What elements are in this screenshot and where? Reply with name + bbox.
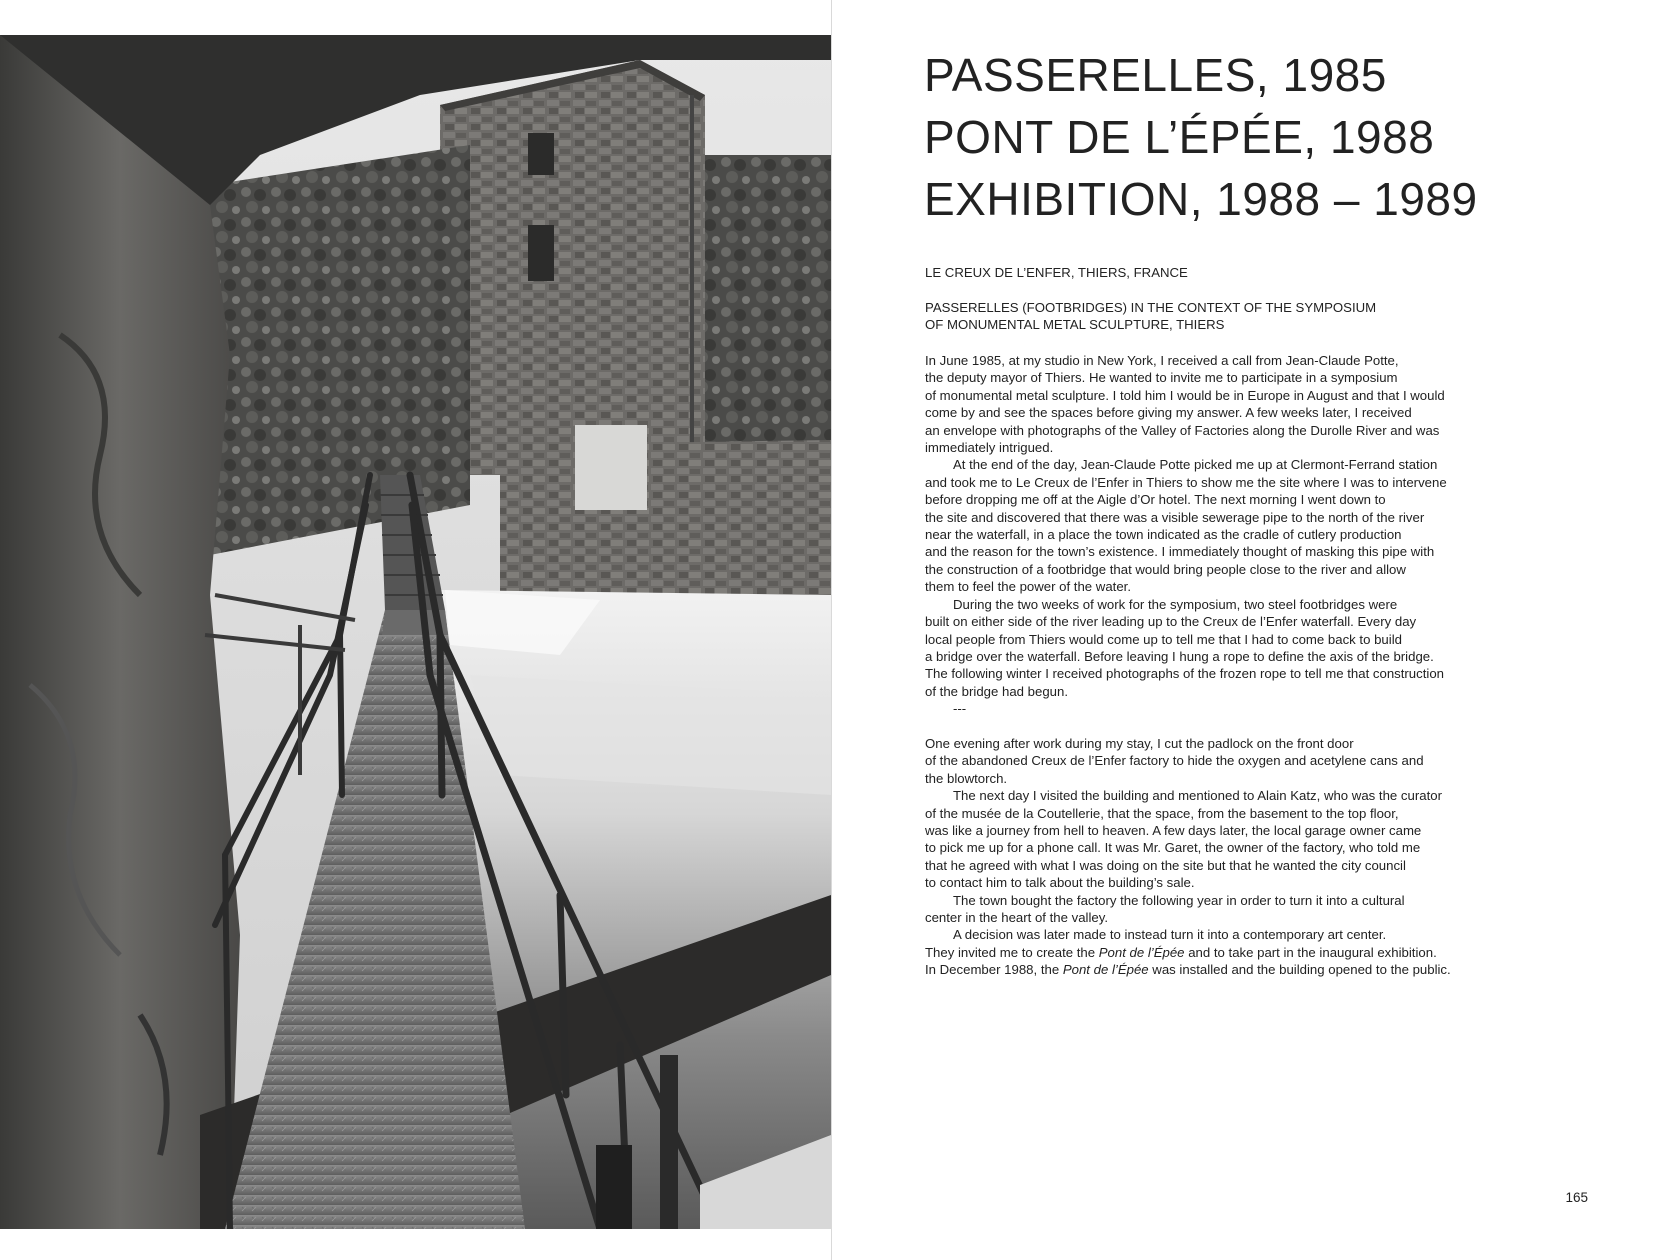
text-line: of the musée de la Coutellerie, that the space, from the basement to the top floor, [925,805,1399,821]
text-line: One evening after work during my stay, I cut the padlock on the front door [925,735,1354,751]
artwork-title: Pont de l’Épée [1098,944,1185,960]
text-line: During the two weeks of work for the symposium, two steel footbridges were [953,596,1398,612]
text-line: come by and see the spaces before giving my answer. A few weeks later, I received [925,405,1412,421]
text-line: built on either side of the river leading up to the Creux de l’Enfer waterfall. Every day [925,614,1417,630]
text-run: They invited me to create the [925,944,1099,960]
text-line: of monumental metal sculpture. I told him I would be in Europe in August and that I would [925,387,1445,403]
text-line: near the waterfall, in a place the town indicated as the cradle of cutlery production [925,527,1402,543]
paragraph-1 [925,352,1485,456]
subtitle-line: OF MONUMENTAL METAL SCULPTURE, THIERS [925,317,1225,333]
paragraph-6 [925,892,1485,927]
location-heading: LE CREUX DE L’ENFER, THIERS, FRANCE [925,265,1188,280]
text-line: an envelope with photographs of the Valley of Factories along the Durolle River and was [925,422,1440,438]
paragraph-5 [925,787,1485,891]
right-page [832,0,1654,1260]
text-run: In December 1988, the [925,962,1063,978]
paragraph-2 [925,456,1485,595]
text-line: of the abandoned Creux de l’Enfer factory to hide the oxygen and acetylene cans and [925,753,1424,769]
paragraph-7 [925,926,1485,978]
text-line: a bridge over the waterfall. Before leaving I hung a rope to define the axis of the bridge. [925,648,1434,664]
text-line [925,961,1485,978]
text-line: that he agreed with what I was doing on the site but that he wanted the city council [925,857,1406,873]
text-line [925,944,1485,961]
text-line: A decision was later made to instead turn it into a contemporary art center. [953,927,1387,943]
footbridge-photograph [0,35,831,1229]
paragraph-4 [925,735,1485,787]
text-line: the blowtorch. [925,770,1008,786]
text-line: center in the heart of the valley. [925,909,1109,925]
text-line: the site and discovered that there was a visible sewerage pipe to the north of the river [925,509,1425,525]
text-line: The town bought the factory the following year in order to turn it into a cultural [953,892,1405,908]
title-line: EXHIBITION, 1988 – 1989 [924,173,1478,225]
subtitle [925,299,1376,334]
subtitle-line: PASSERELLES (FOOTBRIDGES) IN THE CONTEXT OF THE SYMPOSIUM [925,300,1377,315]
artwork-title: Pont de l’Épée [1062,962,1149,978]
title-line: PONT DE L’ÉPÉE, 1988 [924,111,1435,163]
text-line: the deputy mayor of Thiers. He wanted to invite me to participate in a symposium [925,370,1398,386]
text-line: immediately intrigued. [925,440,1054,456]
text-line: to contact him to talk about the building’s sale. [925,875,1195,891]
text-line: the construction of a footbridge that would bring people close to the river and allow [925,561,1406,577]
page-title [924,44,1478,230]
title-line: PASSERELLES, 1985 [924,49,1387,101]
text-line: and the reason for the town’s existence. I immediately thought of masking this pipe with [925,544,1435,560]
text-line: and took me to Le Creux de l’Enfer in Thiers to show me the site where I was to intervene [925,474,1447,490]
text-run: was installed and the building opened to the public. [1148,962,1451,978]
body-text [925,352,1485,979]
text-line: The next day I visited the building and mentioned to Alain Katz, who was the curator [953,788,1442,804]
text-line: In June 1985, at my studio in New York, I received a call from Jean-Claude Potte, [925,353,1399,368]
text-line: The following winter I received photographs of the frozen rope to tell me that construction [925,666,1444,682]
page-number: 165 [1565,1190,1588,1205]
paragraph-3 [925,596,1485,700]
text-line: before dropping me off at the Aigle d’Or hotel. The next morning I went down to [925,492,1386,508]
text-line: was like a journey from hell to heaven. A few days later, the local garage owner came [925,822,1422,838]
text-line: local people from Thiers would come up to tell me that I had to come back to build [925,631,1402,647]
text-line: of the bridge had begun. [925,683,1068,699]
text-line: to pick me up for a phone call. It was Mr. Garet, the owner of the factory, who told me [925,840,1421,856]
text-line: them to feel the power of the water. [925,579,1131,595]
text-run: and to take part in the inaugural exhibition. [1184,944,1437,960]
section-separator: --- [953,701,967,717]
text-line: At the end of the day, Jean-Claude Potte picked me up at Clermont-Ferrand station [953,457,1438,473]
photo-illustration [0,35,831,1229]
